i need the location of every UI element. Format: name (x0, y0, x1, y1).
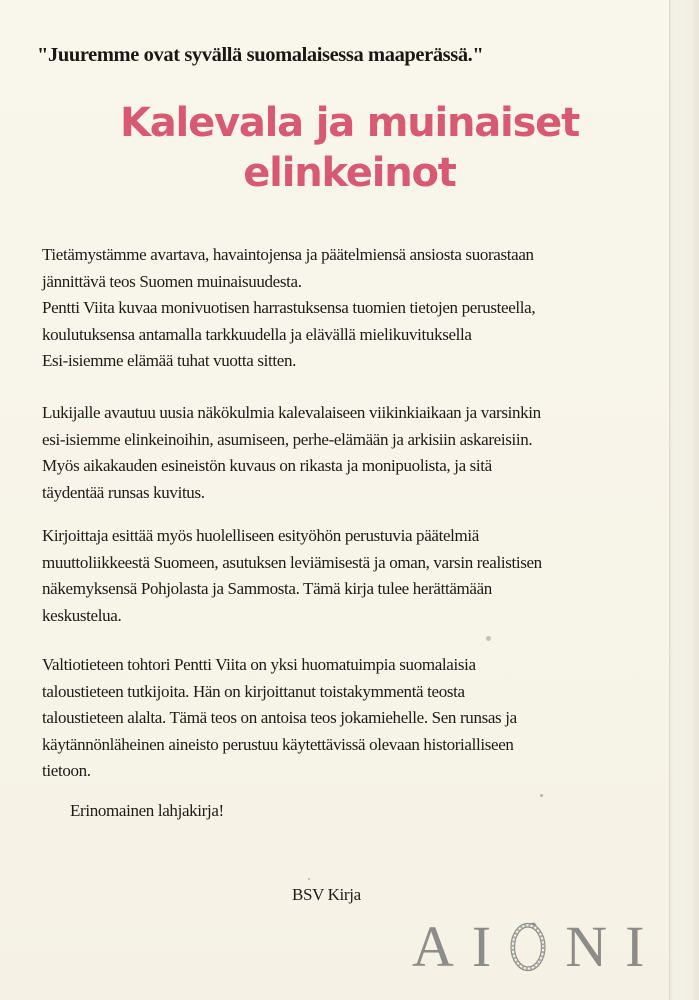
text-line: Pentti Viita kuvaa monivuotisen harrastuksensa tuomien tietojen perusteella, (42, 298, 536, 317)
text-line: näkemyksensä Pohjolasta ja Sammosta. Tämä kirja tulee herättämään (42, 579, 492, 598)
text-line: Lukijalle avautuu uusia näkökulmia kalevalaiseen viikinkiaikaan ja varsinkin (42, 403, 541, 422)
publisher-name: BSV Kirja (292, 885, 361, 904)
book-spine-edge (669, 0, 699, 1000)
book-title-line-2: elinkeinot (243, 150, 456, 196)
text-line: Tietämystämme avartava, havaintojensa ja päätelmiensä ansiosta suorastaan (42, 245, 534, 264)
text-line: Kirjoittaja esittää myös huolelliseen esityöhön perustuvia päätelmiä (42, 526, 479, 545)
closing-remark: Erinomainen lahjakirja! (70, 801, 224, 820)
book-title (0, 98, 699, 198)
paper-speck (540, 794, 543, 797)
text-line: jännittävä teos Suomen muinaisuudesta. (42, 271, 302, 291)
text-line: Esi-isiemme elämää tuhat vuotta sitten. (42, 351, 297, 370)
text-line: Myös aikakauden esineistön kuvaus on rikasta ja monipuolista, ja sitä (42, 456, 492, 475)
text-line: tietoon. (42, 761, 91, 780)
paper-speck (308, 878, 310, 880)
author-bio-paragraph (42, 652, 662, 785)
description-paragraph-3 (42, 523, 662, 629)
cover-quote: "Juuremme ovat syvällä suomalaisessa maaperässä." (37, 44, 484, 66)
text-line: taloustieteen tutkijoita. Hän on kirjoittanut toistakymmentä teosta (42, 681, 465, 701)
logo-letter: I (625, 914, 645, 979)
text-line: Valtiotieteen tohtori Pentti Viita on yksi huomatuimpia suomalaisia (42, 655, 476, 674)
book-title-line-1: Kalevala ja muinaiset (119, 100, 580, 146)
text-line: keskustelua. (42, 605, 122, 625)
description-paragraph-1 (42, 242, 662, 375)
description-paragraph-2 (42, 400, 662, 506)
logo-letter: I (471, 914, 492, 979)
text-line: täydentää runsas kuvitus. (42, 482, 205, 502)
text-line: muuttoliikkeestä Suomeen, asutuksen leviämisestä ja oman, varsin realistisen (42, 552, 542, 572)
aioni-watermark-logo (403, 906, 653, 979)
text-line: koulutuksensa antamalla tarkkuudella ja elävällä mielikuvituksella (42, 324, 472, 344)
text-line: taloustieteen alalta. Tämä teos on antoisa teos jokamiehelle. Sen runsas ja (42, 708, 517, 727)
text-line: esi-isiemme elinkeinoihin, asumiseen, perhe-elämään ja arkisiin askareisiin. (42, 429, 533, 449)
logo-letter: N (565, 914, 608, 979)
paper-speck (486, 636, 491, 641)
logo-letter: A (412, 914, 454, 979)
ouroboros-ring-icon (508, 920, 548, 974)
text-line: käytännönläheinen aineisto perustuu käytettävissä olevaan historialliseen (42, 734, 514, 754)
